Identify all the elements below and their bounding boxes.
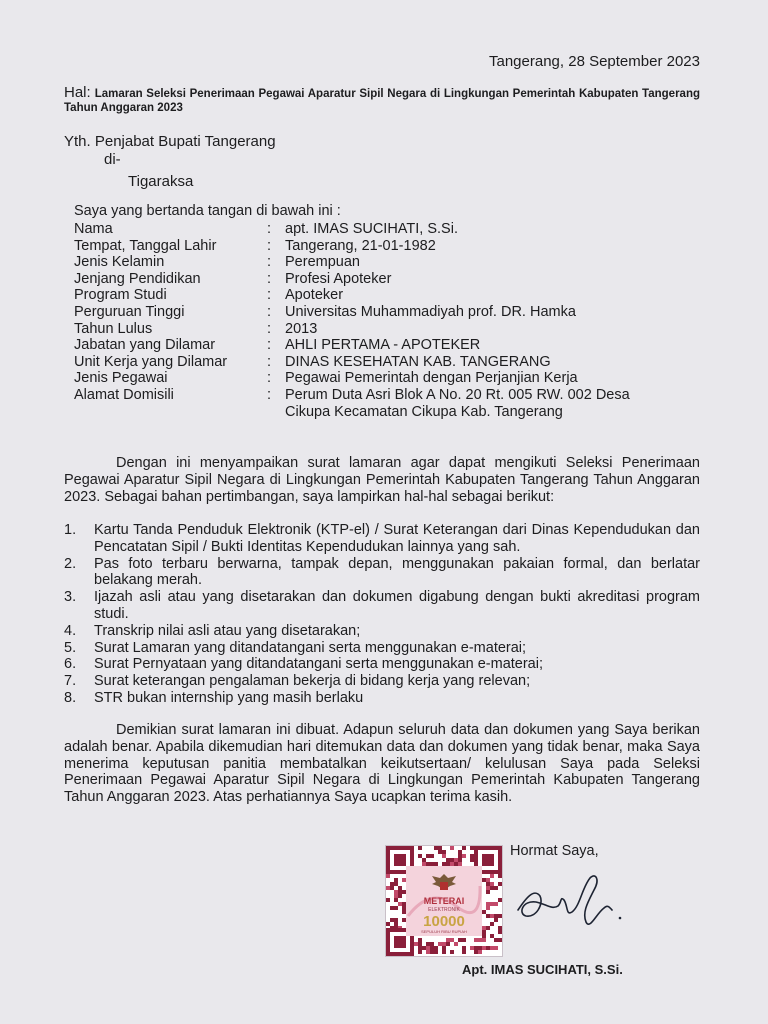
field-colon: :	[267, 270, 272, 287]
field-value: Pegawai Pemerintah dengan Perjanjian Kerja	[285, 370, 578, 387]
field-label: Alamat Domisili	[74, 386, 174, 403]
list-item	[64, 656, 700, 673]
list-item	[64, 522, 700, 556]
list-text: Surat Lamaran yang ditandatangani serta menggunakan e-materai;	[94, 639, 527, 656]
field-label: Jenis Pegawai	[74, 370, 168, 387]
stamp-title: METERAI	[423, 896, 465, 906]
applicant-fields	[74, 221, 674, 420]
intro-line: Saya yang bertanda tangan di bawah ini :	[74, 203, 341, 219]
field-colon: :	[267, 254, 272, 271]
list-number: 2.	[64, 555, 77, 572]
field-colon: :	[267, 303, 272, 320]
list-item	[64, 673, 700, 690]
list-item	[64, 556, 700, 590]
paragraph-text: Dengan ini menyampaikan surat lamaran agar dapat mengikuti Seleksi Penerimaan Pegawai Aparatur Sipil Negara di Lingkungan Pemerintah Kabupaten Tangerang Tahun Anggaran 2023. Sebagai bahan pertimbangan, saya lampirkan hal-hal sebagai berikut:	[64, 455, 700, 505]
field-row	[74, 271, 674, 288]
stamp-subtitle: ELEKTRONIK	[428, 907, 460, 913]
field-row	[74, 321, 674, 338]
field-row	[74, 238, 674, 255]
field-label: Jenjang Pendidikan	[74, 270, 201, 287]
field-value: DINAS KESEHATAN KAB. TANGERANG	[285, 353, 551, 370]
field-value: apt. IMAS SUCIHATI, S.Si.	[285, 221, 458, 237]
closing-paragraph: Demikian surat lamaran ini dibuat. Adapun seluruh data dan dokumen yang Saya berikan adalah benar. Apabila dikemudian hari ditemukan data dan dokumen yang tidak benar, maka Saya menerima keputusan panitia membatalkan keikutsertaan/ kelulusan Saya pada Seleksi Penerimaan Pegawai Aparatur Sipil Negara di Lingkungan Pemerintah Kabupaten Tangerang Tahun Anggaran 2023. Atas perhatiannya Saya ucapkan terima kasih.	[64, 722, 700, 806]
list-number: 1.	[64, 522, 77, 538]
stamp-graphic	[386, 846, 502, 956]
field-row	[74, 387, 674, 420]
field-row	[74, 221, 674, 238]
list-text: Kartu Tanda Penduduk Elektronik (KTP-el) / Surat Keterangan dari Dinas Kependudukan dan Pencatatan Sipil / Bukti Identitas Kependudukan lainnya yang sah.	[94, 522, 700, 555]
list-item	[64, 690, 700, 707]
list-text: Transkrip nilai asli atau yang disetarakan;	[94, 622, 361, 639]
field-label: Tahun Lulus	[74, 320, 153, 337]
field-value: Tangerang, 21-01-1982	[285, 237, 436, 254]
field-label: Unit Kerja yang Dilamar	[74, 353, 228, 370]
paragraph-indent	[64, 455, 116, 471]
list-text: STR bukan internship yang masih berlaku	[94, 689, 364, 706]
field-colon: :	[267, 320, 272, 337]
signer-name: Apt. IMAS SUCIHATI, S.Si.	[462, 962, 623, 977]
field-colon: :	[267, 370, 272, 387]
e-materai-stamp	[385, 845, 503, 957]
field-row	[74, 354, 674, 371]
subject-text: Lamaran Seleksi Penerimaan Pegawai Aparatur Sipil Negara di Lingkungan Pemerintah Kabupaten Tangerang Tahun Anggaran 2023	[64, 88, 700, 114]
field-label: Jabatan yang Dilamar	[74, 337, 216, 354]
field-colon: :	[267, 353, 272, 370]
field-colon: :	[267, 237, 272, 254]
recipient-block	[64, 133, 276, 191]
list-item	[64, 640, 700, 657]
stamp-caption: SEPULUH RIBU RUPIAH	[421, 929, 467, 934]
stamp-amount: 10000	[423, 913, 465, 930]
field-label: Perguruan Tinggi	[74, 303, 185, 320]
attachment-list	[64, 522, 700, 707]
recipient-line: di-	[104, 151, 121, 168]
handwritten-signature	[512, 860, 632, 935]
list-item	[64, 589, 700, 623]
list-number: 3.	[64, 589, 77, 606]
field-value: AHLI PERTAMA - APOTEKER	[285, 337, 481, 354]
field-label: Jenis Kelamin	[74, 254, 165, 271]
field-value: Perempuan	[285, 254, 360, 271]
field-row	[74, 304, 674, 321]
letter-date: Tangerang, 28 September 2023	[489, 53, 700, 70]
field-value: Apoteker	[285, 287, 344, 304]
subject-label: Hal:	[64, 84, 91, 101]
letter-subject	[64, 86, 700, 115]
list-text: Ijazah asli atau yang disetarakan dan dokumen digabung dengan bukti akreditasi program studi.	[94, 589, 700, 622]
list-text: Surat keterangan pengalaman bekerja di bidang kerja yang relevan;	[94, 673, 531, 690]
list-text: Surat Pernyataan yang ditandatangani serta menggunakan e-materai;	[94, 656, 543, 673]
field-label: Program Studi	[74, 287, 167, 304]
list-number: 4.	[64, 622, 77, 639]
field-label: Nama	[74, 221, 113, 237]
list-item	[64, 623, 700, 640]
field-colon: :	[267, 221, 272, 237]
field-value: Profesi Apoteker	[285, 270, 392, 287]
list-text: Pas foto terbaru berwarna, tampak depan, menggunakan pakaian formal, dan berlatar belakang merah.	[94, 555, 700, 589]
field-row	[74, 337, 674, 354]
recipient-line: Tigaraksa	[128, 173, 194, 190]
field-row	[74, 254, 674, 271]
field-colon: :	[267, 287, 272, 304]
regards-text: Hormat Saya,	[510, 843, 599, 859]
list-number: 6.	[64, 656, 77, 673]
field-value: Perum Duta Asri Blok A No. 20 Rt. 005 RW. 002 Desa Cikupa Kecamatan Cikupa Kab. Tangerang	[285, 386, 630, 420]
field-colon: :	[267, 337, 272, 354]
body-paragraph	[64, 455, 700, 505]
recipient-line: Yth. Penjabat Bupati Tangerang	[64, 133, 276, 150]
field-colon: :	[267, 386, 272, 403]
field-row	[74, 370, 674, 387]
field-value: 2013	[285, 320, 318, 337]
list-number: 7.	[64, 673, 77, 690]
list-number: 5.	[64, 639, 77, 656]
field-value: Universitas Muhammadiyah prof. DR. Hamka	[285, 303, 576, 320]
field-label: Tempat, Tanggal Lahir	[74, 237, 217, 254]
field-row	[74, 287, 674, 304]
list-number: 8.	[64, 689, 77, 706]
